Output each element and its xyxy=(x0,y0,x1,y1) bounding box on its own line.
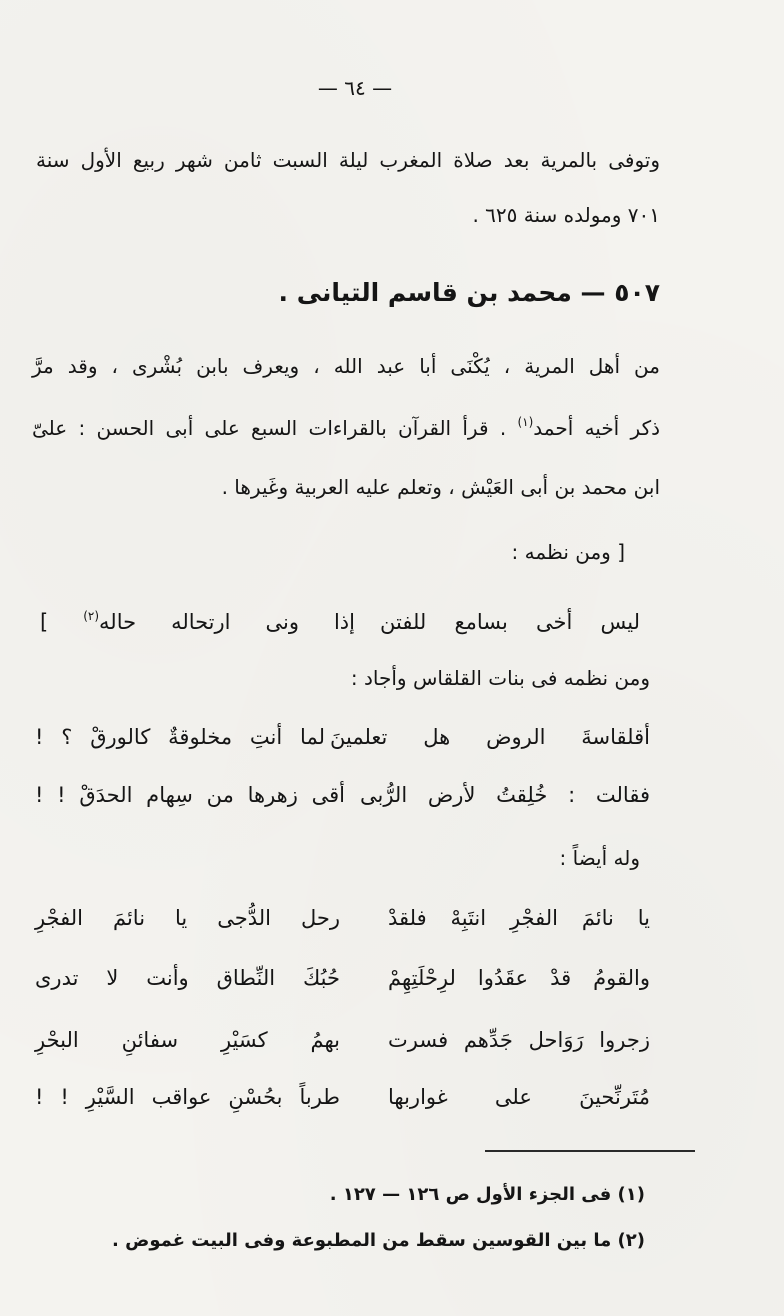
poem-2-verse-2-right: فقالت : خُلِقتُ لأرض الرُّبى xyxy=(360,783,650,807)
poem-3-verse-2-right: والقومُ قدْ عقَدُوا لرِحْلَتِهِمْ xyxy=(388,966,650,990)
page-number: — ٦٤ — xyxy=(317,76,393,100)
bio-line-2-text-before: ذكر أخيه أحمد xyxy=(533,416,660,440)
bio-line-2-text-after: . قرأ القرآن بالقراءات السبع على أبى الحسن : علىّ xyxy=(32,416,518,440)
poem-3-intro: وله أيضاً : xyxy=(559,846,640,870)
poem-1-right-hemistich: ليس أخى بسامع للفتن xyxy=(380,610,640,634)
poem-2-intro: ومن نظمه فى بنات القلقاس وأجاد : xyxy=(350,666,650,690)
footnote-separator-rule xyxy=(485,1150,695,1152)
continuation-line-2: ٧٠١ ومولده سنة ٦٢٥ . xyxy=(472,203,660,227)
poem-2-verse-1-left: لما أنتِ مخلوقةٌ كالورقْ ؟ ! xyxy=(35,725,325,749)
poem-3-verse-3-left: بهمُ كسَيْرِ سفائنِ البحْرِ xyxy=(35,1028,340,1052)
bio-line-3: ابن محمد بن أبى العَيْش ، وتعلم عليه العربية وغَيرها . xyxy=(221,475,660,499)
footnote-2: (٢) ما بين القوسين سقط من المطبوعة وفى البيت غموض . xyxy=(112,1230,645,1251)
closing-bracket: ] xyxy=(40,610,84,634)
poem-1-intro: [ ومن نظمه : xyxy=(511,540,625,564)
footnote-1: (١) فى الجزء الأول ص ١٢٦ — ١٢٧ . xyxy=(329,1184,645,1205)
poem-3-verse-3-right: زجروا رَوَاحل جَدِّهم فسرت xyxy=(388,1028,650,1052)
continuation-line-1: وتوفى بالمرية بعد صلاة المغرب ليلة السبت ثامن شهر ربيع الأول سنة xyxy=(36,148,660,172)
poem-3-verse-4-left: طرباً بحُسْنِ عواقب السَّيْرِ ! ! xyxy=(35,1085,340,1109)
footnote-ref-1: (١) xyxy=(517,415,534,429)
footnote-ref-2: (٢) xyxy=(83,609,100,623)
poem-1-left-hemistich xyxy=(40,606,355,638)
poem-3-verse-2-left: حُبُكَ النِّطاق وأنت لا تدرى xyxy=(35,966,340,990)
poem-3-verse-4-right: مُتَرنِّحينَ على غواربها xyxy=(388,1085,650,1109)
bio-line-2 xyxy=(32,412,660,444)
poem-2-verse-2-left: أقى زهرها من سِهام الحدَقْ ! ! xyxy=(35,783,345,807)
poem-1-left-text: إذا ونى ارتحاله حاله xyxy=(99,610,355,634)
poem-3-verse-1-right: يا نائمَ الفجْرِ انتَبِهْ فلقدْ xyxy=(388,906,650,930)
entry-heading: ٥٠٧ — محمد بن قاسم التيانى . xyxy=(278,278,660,307)
poem-3-verse-1-left: رحل الدُّجى يا نائمَ الفجْرِ xyxy=(35,906,340,930)
poem-2-verse-1-right: أقلقاسةَ الروض هل تعلمينَ xyxy=(330,725,650,749)
bio-line-1: من أهل المرية ، يُكْنَى أبا عبد الله ، ويعرف بابن بُشْرى ، وقد مرَّ xyxy=(32,354,660,378)
